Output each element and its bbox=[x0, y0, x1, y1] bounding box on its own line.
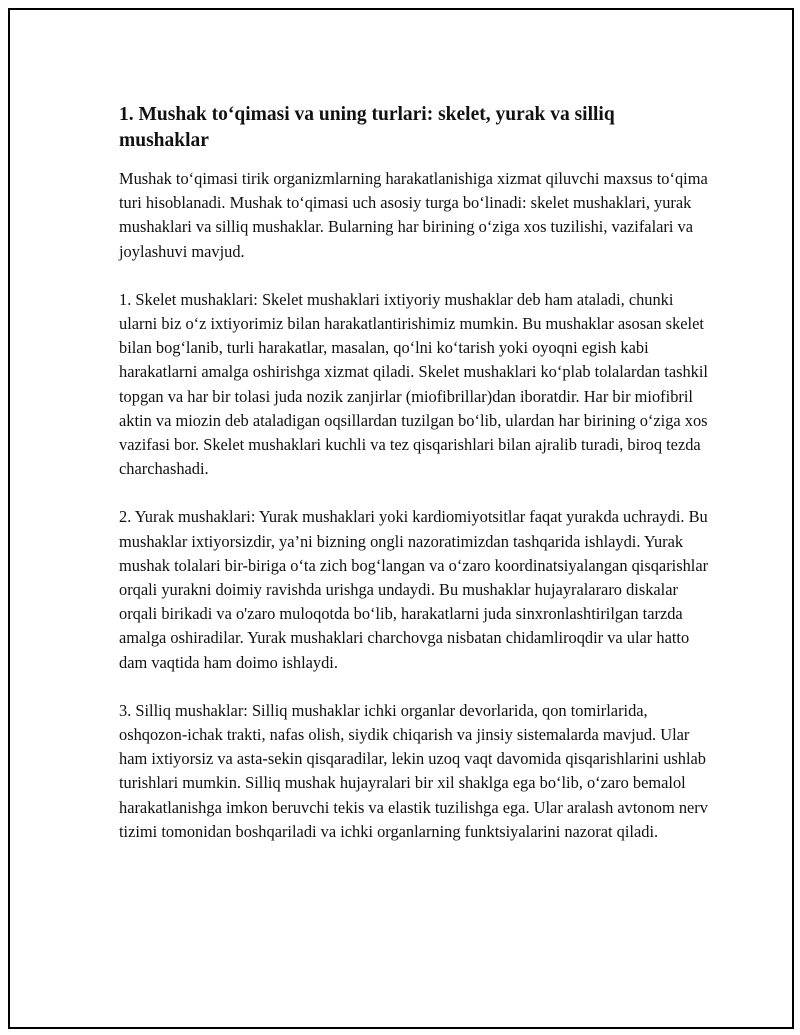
intro-paragraph: Mushak to‘qimasi tirik organizmlarning harakatlanishiga xizmat qiluvchi maxsus to‘qima turi hisoblanadi. Mushak to‘qimasi uch asosiy turga bo‘linadi: skelet mushaklari, yurak mushaklari va silliq mushaklar. Bularning har birining o‘ziga xos tuzilishi, vazifalari va joylashuvi mavjud. bbox=[119, 169, 708, 261]
document-title: 1. Mushak to‘qimasi va uning turlari: skelet, yurak va silliq mushaklar bbox=[119, 104, 615, 151]
document-content bbox=[119, 102, 709, 868]
smooth-muscle-paragraph: 3. Silliq mushaklar: Silliq mushaklar ichki organlar devorlarida, qon tomirlarida, oshqozon-ichak trakti, nafas olish, siydik chiqarish va jinsiy sistemalarda mavjud. Ular ham ixtiyorsiz va asta-sekin qisqaradilar, lekin uzoq vaqt davomida qisqarishlarini ushlab turishlari mumkin. Silliq mushak hujayralari bir xil shaklga ega bo‘lib, o‘zaro bemalol harakatlanishga imkon beruvchi tekis va elastik tuzilishga ega. Ular aralash avtonom nerv tizimi tomonidan boshqariladi va ichki organlarning funktsiyalarini nazorat qiladi. bbox=[119, 700, 708, 841]
document-page bbox=[8, 8, 794, 1029]
cardiac-muscle-paragraph: 2. Yurak mushaklari: Yurak mushaklari yoki kardiomiyotsitlar faqat yurakda uchraydi. Bu mushaklar ixtiyorsizdir, ya’ni bizning ongli nazoratimizdan tashqarida ishlaydi. Yurak mushak tolalari bir-biriga o‘ta zich bog‘langan va o‘zaro koordinatsiyalangan qisqarishlar orqali yurakni doimiy ravishda urishga undaydi. Bu mushaklar hujayralararo diskalar orqali birikadi va o'zaro muloqotda bo‘lib, harakatlarni juda sinxronlashtirilgan tarzda amalga oshiradilar. Yurak mushaklari charchovga nisbatan chidamliroqdir va ular hatto dam vaqtida ham doimo ishlaydi. bbox=[119, 507, 709, 672]
skeletal-muscle-paragraph: 1. Skelet mushaklari: Skelet mushaklari ixtiyoriy mushaklar deb ham ataladi, chunki ularni biz o‘z ixtiyorimiz bilan harakatlantirishimiz mumkin. Bu mushaklar asosan skelet bilan bog‘lanib, turli harakatlar, masalan, qo‘lni ko‘tarish yoki oyoqni egish kabi harakatlarni amalga oshirishga xizmat qiladi. Skelet mushaklari ko‘plab tolalardan tashkil topgan va har bir tolasi juda nozik zanjirlar (miofibrillar)dan iboratdir. Har bir miofibril aktin va miozin deb ataladigan oqsillardan tuzilgan bo‘lib, ulardan har birining o‘ziga xos vazifasi bor. Skelet mushaklari kuchli va tez qisqarishlari bilan ajralib turadi, biroq tezda charchashadi. bbox=[119, 289, 708, 479]
